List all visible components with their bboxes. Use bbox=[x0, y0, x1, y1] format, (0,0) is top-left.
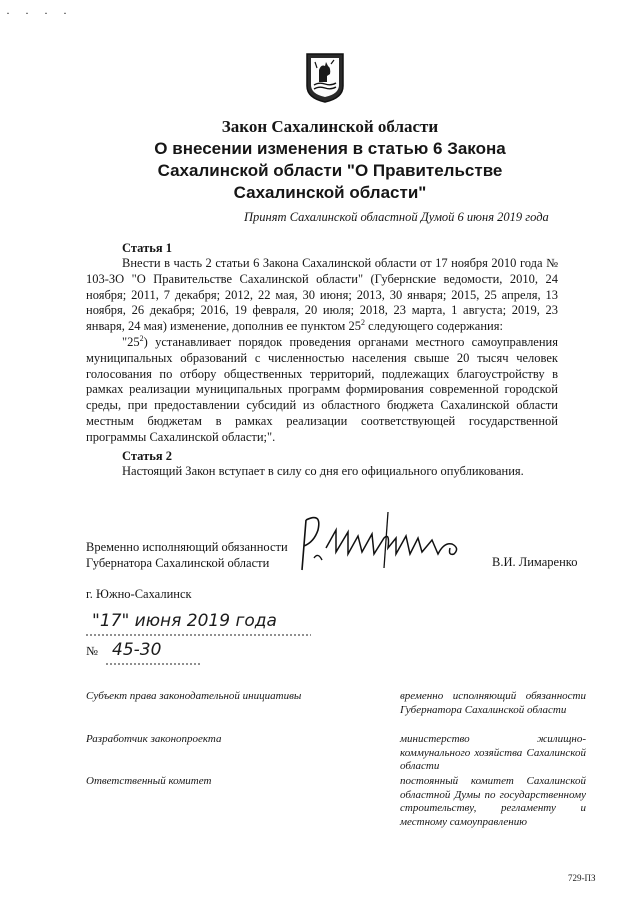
law-title bbox=[100, 116, 560, 204]
superscript: 2 bbox=[360, 318, 365, 328]
footer-value-developer: министерство жилищно-коммунального хозяйства Сахалинской области bbox=[400, 733, 586, 772]
title-line-2: О внесении изменения в статью 6 Закона bbox=[154, 139, 506, 158]
article-2-heading: Статья 2 bbox=[122, 449, 172, 463]
date-underline bbox=[86, 633, 316, 637]
article-1-heading: Статья 1 bbox=[122, 241, 172, 255]
article-1-paragraph-2-start: "25 bbox=[122, 334, 140, 349]
footer-value-committee: постоянный комитет Сахалинской областной Думы по государственному строительству, регламенту и местному самоуправлению bbox=[400, 775, 586, 828]
signatory-position-line-2: Губернатора Сахалинской области bbox=[86, 555, 270, 570]
title-line-3: Сахалинской области "О Правительстве bbox=[157, 161, 503, 180]
handwritten-signature bbox=[292, 508, 492, 578]
article-1-paragraph-2 bbox=[86, 335, 558, 446]
signing-date bbox=[86, 609, 316, 637]
city: г. Южно-Сахалинск bbox=[86, 587, 192, 601]
handwritten-date: "17" июня 2019 года bbox=[92, 611, 277, 631]
signatory-position-line-1: Временно исполняющий обязанности bbox=[86, 540, 288, 554]
footer-label-committee: Ответственный комитет bbox=[86, 775, 212, 787]
title-line-4: Сахалинской области" bbox=[233, 183, 427, 202]
sakhalin-emblem-icon bbox=[305, 52, 345, 104]
document-code: 729-ПЗ bbox=[568, 873, 596, 883]
title-line-1: Закон Сахалинской области bbox=[221, 117, 439, 136]
footer-label-initiator: Субъект права законодательной инициативы bbox=[86, 690, 302, 702]
law-number bbox=[86, 638, 206, 666]
article-2-body bbox=[86, 464, 558, 480]
signatory-name: В.И. Лимаренко bbox=[492, 555, 578, 569]
article-1-body bbox=[86, 256, 558, 446]
footer-label-developer: Разработчик законопроекта bbox=[86, 733, 222, 745]
adoption-note: Принят Сахалинской областной Думой 6 июня 2019 года bbox=[244, 210, 549, 224]
number-prefix: № bbox=[86, 644, 98, 658]
article-1-paragraph-2-text: ) устанавливает порядок проведения органами местного самоуправления муниципальных образований с численностью населения свыше 20 тысяч человек голосования по отбору общественных территорий, подлежащих благоустройству в рамках реализации муниципальных программ формирования современной городской среды, при предоставлении субсидий из областного бюджета Сахалинской области местным бюджетам в рамках реализации соответствующей государственной программы Сахалинской области;". bbox=[86, 334, 558, 444]
article-1-paragraph-1-tail: следующего содержания: bbox=[364, 319, 503, 334]
footer-value-initiator: временно исполняющий обязанности Губернатора Сахалинской области bbox=[400, 690, 586, 716]
article-1-paragraph-1 bbox=[86, 256, 558, 335]
article-1-paragraph-1-text: Внести в часть 2 статьи 6 Закона Сахалинской области от 17 ноября 2010 года № 103-ЗО "О Правительстве Сахалинской области" (Губернские ведомости, 2010, 24 ноября; 2011, 7 декабря; 2012, 22 мая, 30 июня; 2013, 30 января; 2015, 25 апреля, 13 ноября, 26 декабря; 2016, 19 февраля, 20 июля; 2018, 23 марта, 1 августа; 2019, 23 января, 24 мая) изменение, дополнив ее пунктом 25 bbox=[86, 256, 558, 334]
superscript: 2 bbox=[139, 333, 144, 343]
handwritten-number: 45-30 bbox=[112, 640, 162, 660]
article-2-paragraph: Настоящий Закон вступает в силу со дня его официального опубликования. bbox=[122, 464, 524, 478]
signatory-position bbox=[86, 540, 288, 572]
number-underline bbox=[106, 662, 206, 666]
corner-marks: · · · · bbox=[6, 6, 73, 20]
